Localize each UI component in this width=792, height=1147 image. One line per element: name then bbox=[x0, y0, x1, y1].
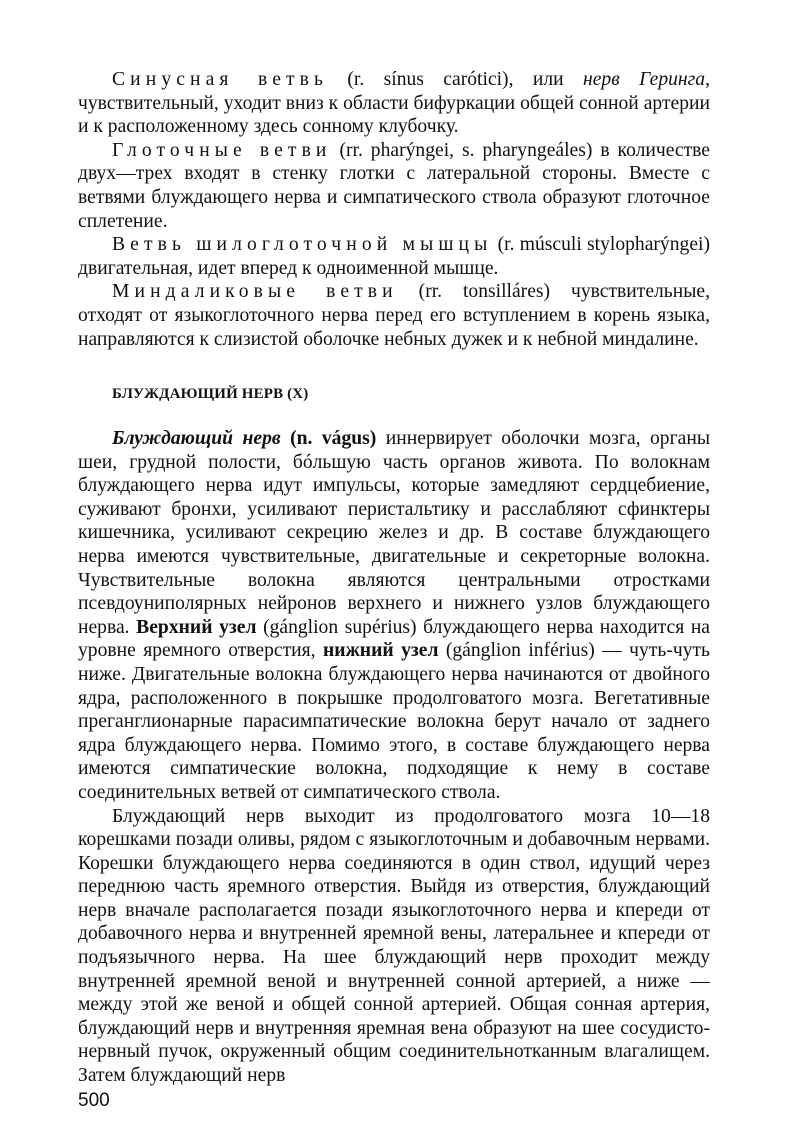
paragraph-vagus-course: Блуждающий нерв выходит из продолговатого мозга 10—18 корешками позади оливы, рядом с языкоглоточным и добавочным нервами. Корешки блуждающего нерва соединяются в один ствол, идущий через переднюю часть яремного отверстия. Выйдя из отверстия, блуждающий нерв вначале располагается позади языкоглоточного нерва и кпереди от добавочного нерва и внутренней яремной вены, латеральнее и кпереди от подъязычного нерва. На шее блуждающий нерв проходит между внутренней яремной веной и внутренней сонной артерией, а ниже — между этой же веной и общей сонной артерией. Общая сонная артерия, блуждающий нерв и внутренняя яремная вена образуют на шее сосудисто-нервный пучок, окруженный общим соединительнотканным влагалищем. Затем блуждающий нерв bbox=[78, 805, 710, 1087]
text-stylopharyngeal-branch: (r. músculi stylopharýngei) двигательная, идет вперед к одноименной мышце. bbox=[78, 234, 710, 279]
paragraph-pharyngeal-branches bbox=[78, 139, 710, 233]
section-heading: БЛУЖДАЮЩИЙ НЕРВ (X) bbox=[112, 386, 309, 402]
text-sinus-branch: , чувствительный, уходит вниз к области бифуркации общей сонной артерии и к расположенному здесь сонному клубочку. bbox=[78, 69, 710, 138]
paragraph-vagus-intro bbox=[78, 427, 710, 805]
text-vagus-a: иннервирует оболочки мозга, органы шеи, грудной полости, бóльшую часть органов живота. По волокнам блуждающего нерва идут импульсы, которые замедляют сердцебиение, суживают бронхи, усиливают перистальтику и расслабляют сфинктеры кишечника, усиливают секрецию желез и др. В составе блуждающего нерва имеются чувствительные, двигательные и секреторные волокна. Чувствительные волокна являются центральными отростками псевдоуниполярных нейронов верхнего и нижнего узлов блуждающего нерва. bbox=[78, 428, 710, 638]
term-vagus-nerve: Блуждающий нерв bbox=[112, 428, 281, 449]
text-pharyngeal-branches: (rr. pharýngei, s. pharyngeáles) в количестве двух—трех входят в стенку глотки с латеральной стороны. Вместе с ветвями блуждающего нерва и симпатического ствола образуют глоточное сплетение. bbox=[78, 139, 710, 232]
latin-vagus-nerve: (n. vágus) bbox=[280, 428, 377, 449]
section-vagus-nerve bbox=[78, 427, 710, 1088]
text-vagus-c: (gánglion inférius) — чуть-чуть ниже. Двигательные волокна блуждающего нерва начинаются от двойного ядра, расположенного в покрышке продолговатого мозга. Вегетативные преганглионарные парасимпатические волокна берут начало от заднего ядра блуждающего нерва. Помимо этого, в составе блуждающего нерва имеются симпатические волокна, подходящие к нему в составе соединительных ветвей от симпатического ствола. bbox=[78, 640, 710, 803]
term-inferior-ganglion: нижний узел bbox=[323, 640, 439, 662]
term-stylopharyngeal-branch: Ветвь шилоглоточной мышцы bbox=[112, 234, 493, 256]
text-vagus-b: (gánglion supérius) блуждающего нерва находится на уровне яремного отверстия, bbox=[78, 616, 711, 662]
text-tonsillar-branches: (rr. tonsilláres) чувствительные, отходят от языкоглоточного нерва перед его вступлением в корень языка, направляются к слизистой оболочке небных дужек и к небной миндалине. bbox=[78, 281, 710, 350]
term-sinus-branch: Синусная ветвь bbox=[112, 69, 329, 90]
page-number: 500 bbox=[78, 1090, 110, 1111]
section-glossopharyngeal-branches bbox=[78, 68, 710, 351]
paragraph-stylopharyngeal-branch bbox=[78, 233, 710, 280]
term-superior-ganglion: Верхний узел bbox=[136, 616, 257, 638]
paragraph-tonsillar-branches bbox=[78, 280, 710, 351]
paragraph-sinus-branch bbox=[78, 68, 710, 139]
term-tonsillar-branches: Миндаликовые ветви bbox=[112, 281, 398, 303]
term-hering-nerve: нерв Геринга bbox=[582, 69, 706, 90]
term-pharyngeal-branches: Глоточные ветви bbox=[112, 139, 332, 161]
latin-sinus-branch: (r. sínus carótici), или bbox=[328, 69, 583, 90]
